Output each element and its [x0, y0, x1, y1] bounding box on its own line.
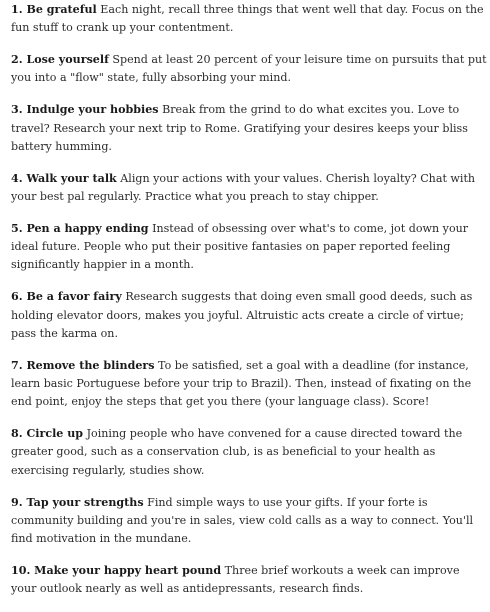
tip-heading: 1. Be grateful: [11, 3, 97, 16]
tip-text: Research suggests that doing even small good deeds, such as holding elevator doors, makes you joyful. Altruistic acts create a circle of virtue; pass the karma on.: [11, 290, 473, 340]
tip-heading: 2. Lose yourself: [11, 53, 109, 67]
tip-text: Break from the grind to do what excites you. Love to travel? Research your next trip to Rome. Gratifying your desires keeps your bliss battery humming.: [11, 103, 468, 153]
tip-item-2: [11, 51, 487, 87]
tip-item-8: [11, 425, 487, 480]
tip-text: Align your actions with your values. Cherish loyalty? Chat with your best pal regularly. Practice what you preach to stay chipper.: [11, 171, 476, 204]
tip-text: Find simple ways to use your gifts. If your forte is community building and you're in sales, view cold calls as a way to connect. You'll find motivation in the mundane.: [11, 495, 474, 546]
tips-list: [11, 1, 487, 612]
tip-heading: 6. Be a favor fairy: [11, 290, 122, 304]
tip-heading: 4. Walk your talk: [11, 171, 117, 185]
tip-item-4: [11, 170, 487, 206]
tip-heading: 3. Indulge your hobbies: [11, 103, 159, 117]
tip-heading: 8. Circle up: [11, 427, 84, 441]
tip-text: Each night, recall three things that went well that day. Focus on the fun stuff to crank up your contentment.: [11, 3, 484, 35]
tip-text: Instead of obsessing over what's to come, jot down your ideal future. People who put their positive fantasies on paper reported feeling significantly happier in a month.: [11, 222, 469, 272]
tip-heading: 5. Pen a happy ending: [11, 222, 149, 236]
tip-item-10: [11, 562, 487, 598]
tip-item-7: [11, 357, 487, 412]
tip-heading: 7. Remove the blinders: [11, 358, 155, 372]
tip-heading: 10. Make your happy heart pound: [11, 564, 222, 578]
tip-item-5: [11, 220, 487, 275]
tip-item-6: [11, 288, 487, 343]
tip-text: Joining people who have convened for a cause directed toward the greater good, such as a conservation club, is as beneficial to your health as exercising regularly, studies show.: [11, 427, 463, 477]
tip-heading: 9. Tap your strengths: [11, 495, 144, 509]
tip-item-1: [11, 1, 487, 37]
tip-text: Spend at least 20 percent of your leisure time on pursuits that put you into a "flow" state, fully absorbing your mind.: [11, 53, 487, 85]
tip-text: Three brief workouts a week can improve your outlook nearly as well as antidepressants, research finds.: [11, 564, 460, 596]
tip-item-9: [11, 494, 487, 549]
tip-item-3: [11, 101, 487, 156]
tip-text: To be satisfied, set a goal with a deadline (for instance, learn basic Portuguese before your trip to Brazil). Then, instead of fixating on the end point, enjoy the steps that get you there (your language class). Score!: [11, 358, 472, 409]
